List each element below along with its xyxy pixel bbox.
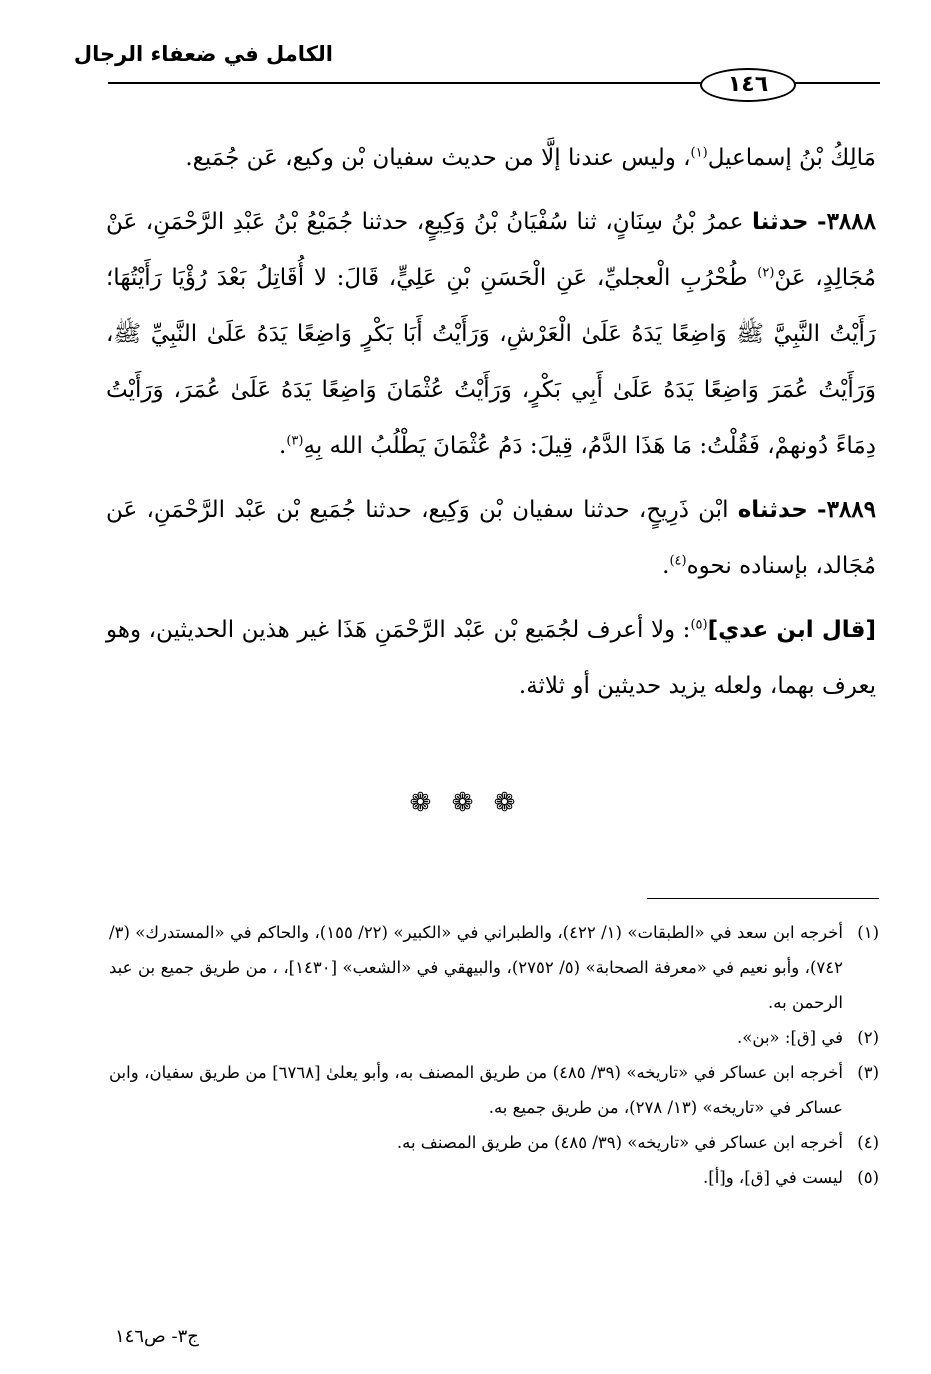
footnote-number: (٢) xyxy=(857,1028,879,1047)
section-ornaments: ❁ ❁ ❁ xyxy=(409,788,522,818)
footnote-number: (٥) xyxy=(857,1168,879,1187)
footnote-text: ليست في [ق]، و[أ]. xyxy=(703,1168,843,1187)
footnote xyxy=(109,1125,879,1160)
main-text xyxy=(106,130,876,714)
footnote-text: أخرجه ابن سعد في «الطبقات» (١/ ٤٢٢)، والطبراني في «الكبير» (٢٢/ ١٥٥)، والحاكم في «المستدرك» (٣/ ٧٤٢)، وأبو نعيم في «معرفة الصحابة» (٥/ ٢٧٥٢)، والبيهقي في «الشعب» [١٤٣٠]، ، من طريق جميع بن عبد الرحمن به. xyxy=(109,923,844,1012)
footnote xyxy=(109,915,879,1020)
footnote xyxy=(109,1160,879,1195)
footnote-ref[interactable]: (٤) xyxy=(669,553,687,569)
narration-keyword: حدثنا xyxy=(752,209,809,235)
footnote xyxy=(109,1020,879,1055)
page-number: ١٤٦ xyxy=(727,72,769,97)
footnote-ref[interactable]: (٥) xyxy=(690,617,708,633)
footnote-text: في [ق]: «بن». xyxy=(737,1028,843,1047)
para-text: مَالِكُ بْنُ إسماعيل xyxy=(707,145,876,171)
hadith-number: ٣٨٨٩- xyxy=(817,496,877,523)
footnote-separator xyxy=(647,898,879,899)
hadith-text: عمرُ بْنُ سِنَانٍ، ثنا سُفْيَانُ بْنُ وَكِيعٍ، حدثنا جُمَيْعُ بْنُ عَبْدِ الرَّحْمَنِ، عَنْ مُجَالِدٍ، عَنْ xyxy=(106,209,876,291)
page-reference: ج٣- ص١٤٦ xyxy=(115,1326,199,1347)
footnote xyxy=(109,1055,879,1125)
paragraph-continuation xyxy=(106,130,876,186)
page-number-badge xyxy=(700,68,796,102)
hadith-3889 xyxy=(106,482,876,594)
footnote-number: (٣) xyxy=(857,1063,879,1082)
footnote-ref[interactable]: (٣) xyxy=(286,433,304,449)
commentary-label: [قال ابن عدي] xyxy=(707,617,876,643)
ibn-adi-comment xyxy=(106,602,876,714)
hadith-text: . xyxy=(279,433,287,459)
book-title: الكامل في ضعفاء الرجال xyxy=(73,42,333,66)
footnote-ref[interactable]: (١) xyxy=(690,145,708,161)
narration-keyword: حدثناه xyxy=(737,497,808,523)
footnote-text: أخرجه ابن عساكر في «تاريخه» (٣٩/ ٤٨٥) من طريق المصنف به، وأبو يعلىٰ [٦٧٦٨] من طريق سفيان، وابن عساكر في «تاريخه» (١٣/ ٢٧٨)، من طريق جميع به. xyxy=(109,1063,843,1117)
footnote-number: (٤) xyxy=(857,1133,879,1152)
footnote-ref[interactable]: (٢) xyxy=(757,265,775,281)
hadith-text: ابْن ذَرِيحٍ، حدثنا سفيان بْن وَكِيع، حدثنا جُمَيع بْن عَبْد الرَّحْمَنِ، عَن مُجَالد، بإسناده نحوه xyxy=(106,497,876,579)
para-text: ، وليس عندنا إلَّا من حديث سفيان بْن وكيع، عَن جُمَيع. xyxy=(185,145,691,171)
hadith-number: ٣٨٨٨- xyxy=(817,208,876,235)
hadith-3888 xyxy=(106,194,876,474)
footnote-number: (١) xyxy=(857,923,879,942)
hadith-text: . xyxy=(662,553,670,579)
hadith-text: طُحْرُبِ الْعجليِّ، عَنِ الْحَسَنِ بْنِ عَلِيٍّ، قَالَ: لا أُقَاتِلُ بَعْدَ رُؤْيَا رَأَيْتُهَا؛ رَأَيْتُ النَّبِيَّ ﷺ وَاضِعًا يَدَهُ عَلَىٰ الْعَرْشِ، وَرَأَيْتُ أَبَا بَكْرٍ وَاضِعًا يَدَهُ عَلَىٰ النَّبِيِّ ﷺ، وَرَأَيْتُ عُمَرَ وَاضِعًا يَدَهُ عَلَىٰ أَبِي بَكْرٍ، وَرَأَيْتُ عُثْمَانَ وَاضِعًا يَدَهُ عَلَىٰ عُمَرَ، وَرَأَيْتُ دِمَاءً دُونهمْ، فَقُلْتُ: مَا هَذَا الدَّمُ، قِيلَ: دَمُ عُثْمَانَ يَطْلُبُ الله بِهِ xyxy=(106,265,876,459)
footnote-text: أخرجه ابن عساكر في «تاريخه» (٣٩/ ٤٨٥) من طريق المصنف به. xyxy=(396,1133,843,1152)
footnotes xyxy=(109,915,879,1195)
commentary-text: : ولا أعرف لجُمَيع بْن عَبْد الرَّحْمَنِ هَذَا غير هذين الحديثين، وهو يعرف بهما، ولعله يزيد حديثين أو ثلاثة. xyxy=(106,617,876,699)
